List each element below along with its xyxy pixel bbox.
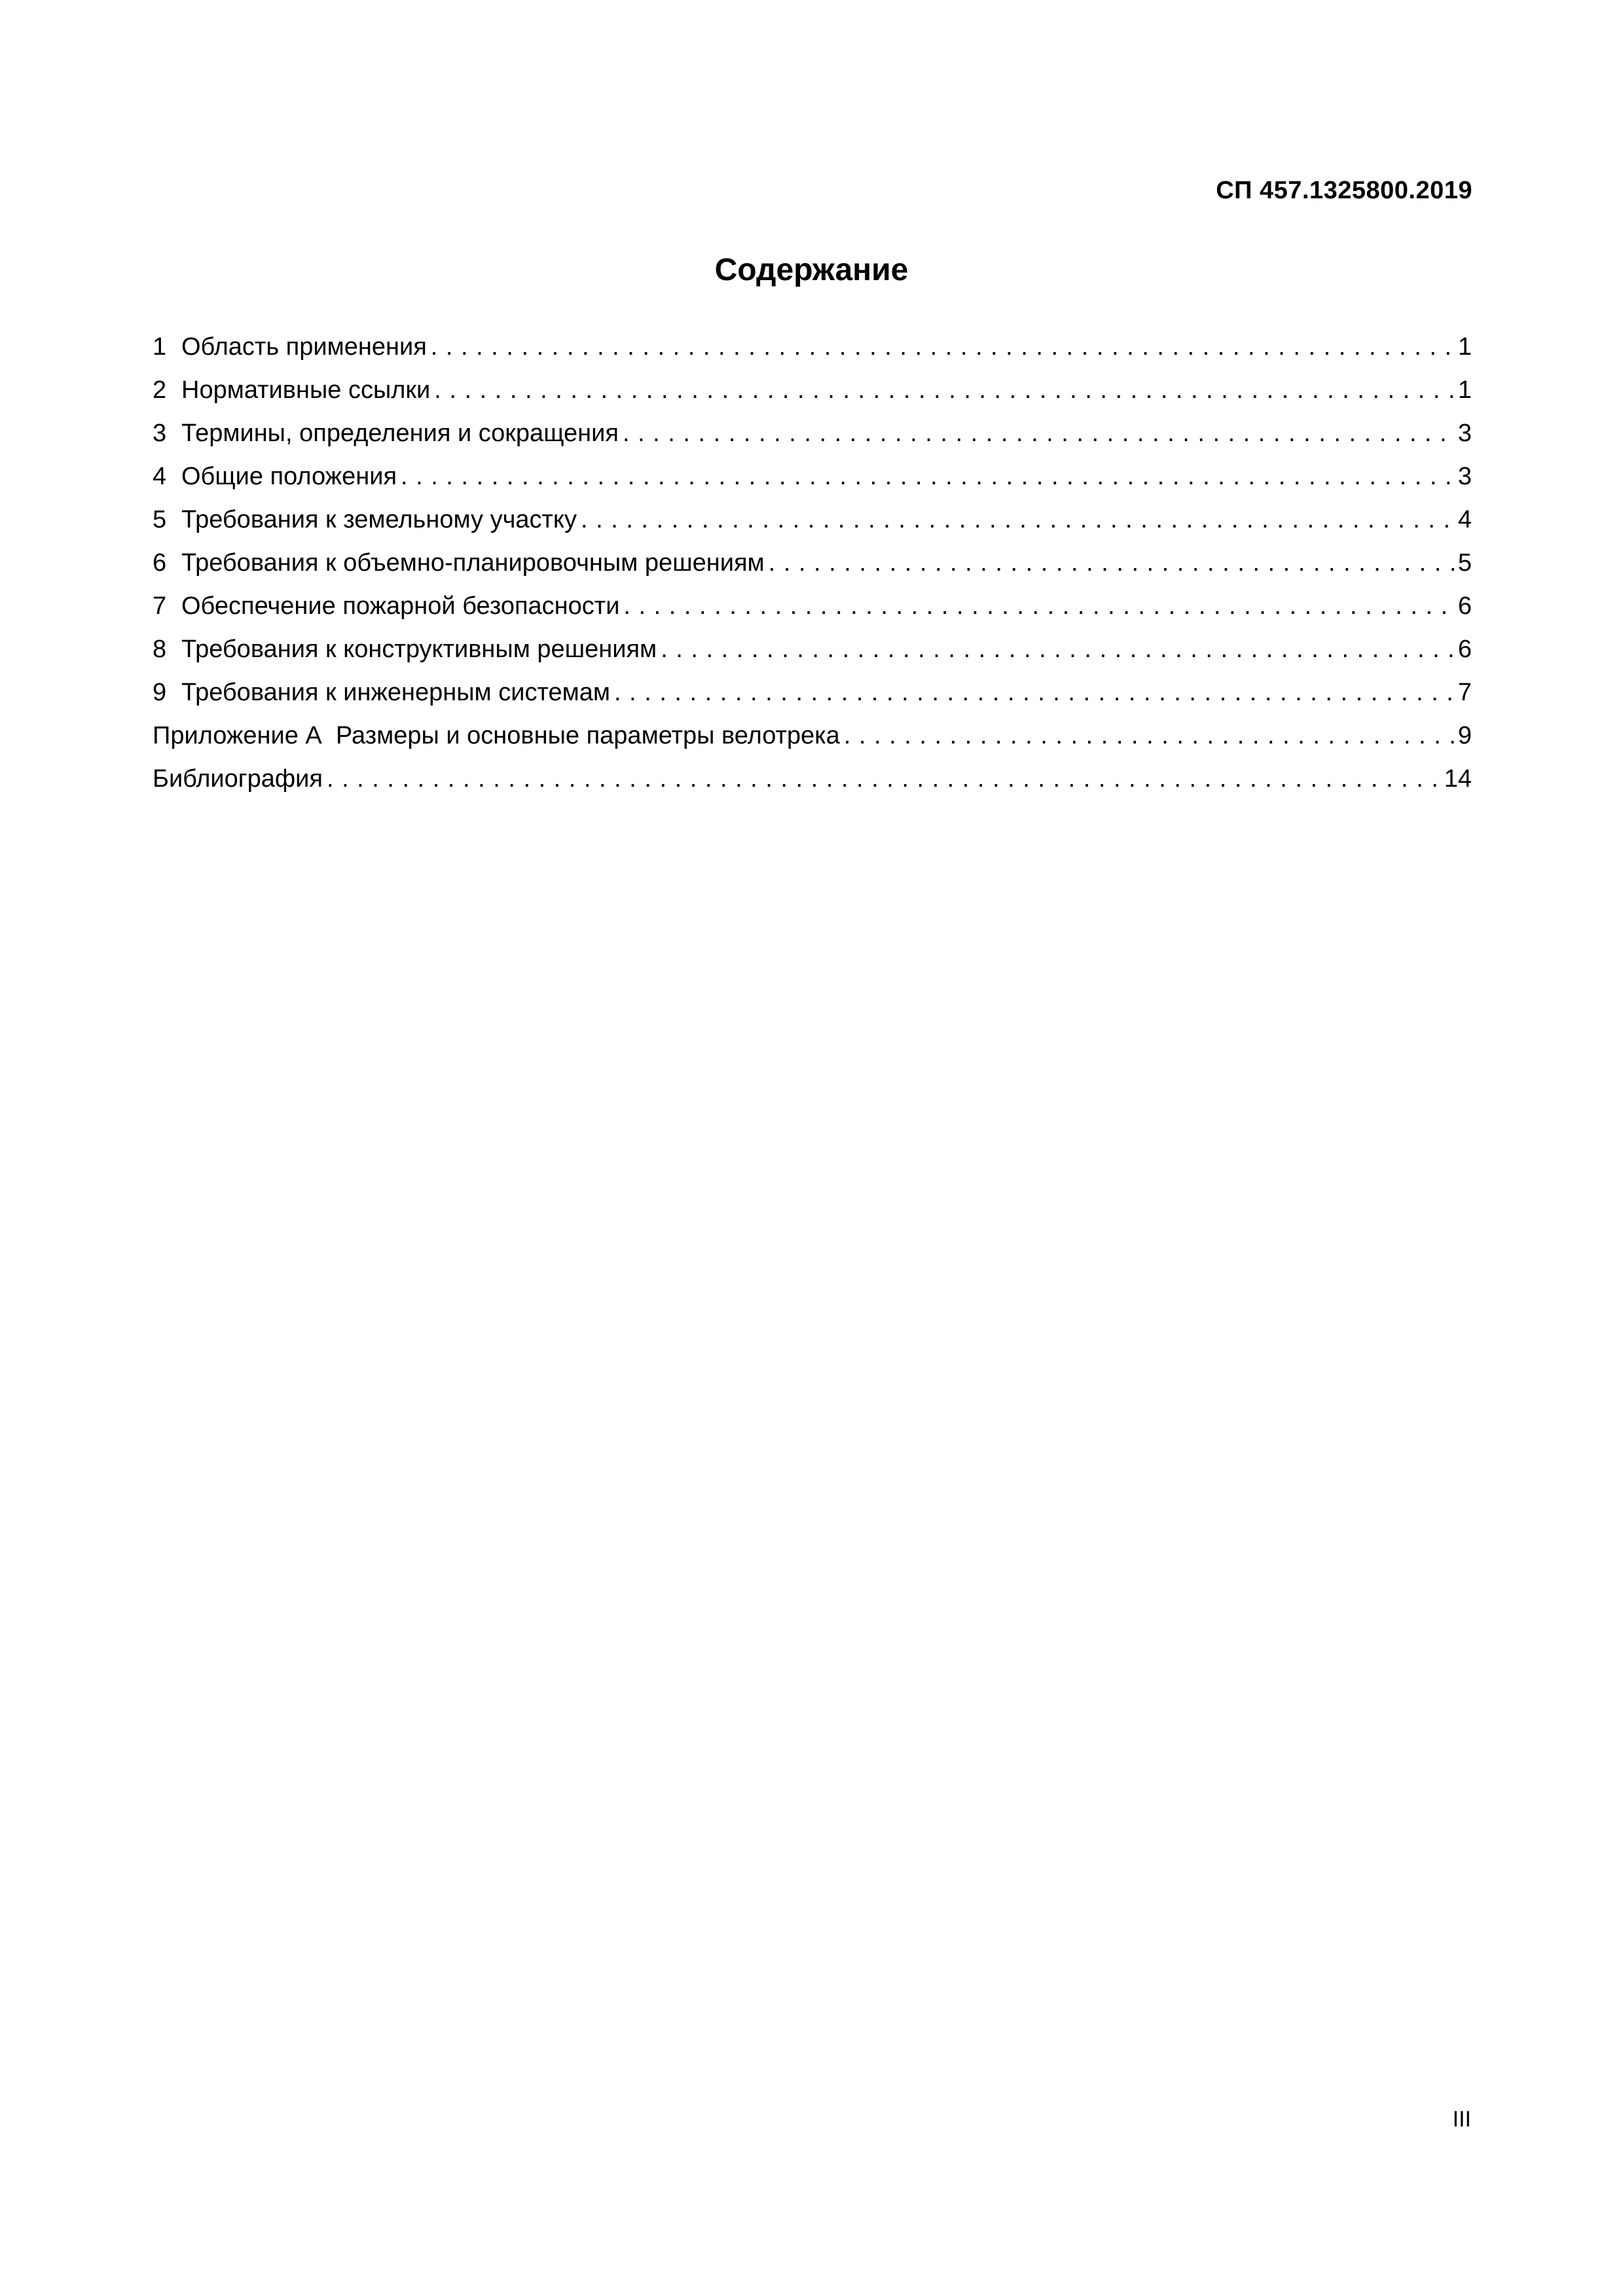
toc-entry-3[interactable]: [153, 412, 1472, 455]
toc-leader-dots: [434, 368, 1454, 412]
toc-entry-4[interactable]: [153, 455, 1472, 498]
toc-entry-label: Требования к инженерным системам: [181, 679, 610, 706]
toc-entry-page: 3: [1457, 463, 1472, 490]
toc-entry-number: 4: [153, 463, 167, 490]
toc-entry-label: Обеспечение пожарной безопасности: [181, 592, 620, 620]
toc-entry-2[interactable]: [153, 368, 1472, 412]
toc-leader-dots: [614, 671, 1454, 714]
toc-entry-page: 1: [1457, 376, 1472, 404]
toc-entry-number: 6: [153, 549, 167, 577]
toc-entry-6[interactable]: [153, 541, 1472, 584]
toc-entry-9[interactable]: [153, 671, 1472, 714]
toc-entry-label: Область применения: [181, 333, 427, 361]
toc-entry-page: 6: [1457, 636, 1472, 663]
table-of-contents: [153, 325, 1472, 800]
toc-entry-page: 4: [1457, 506, 1472, 533]
toc-leader-dots: [769, 541, 1454, 584]
toc-entry-number: 8: [153, 636, 167, 663]
document-code: СП 457.1325800.2019: [1216, 177, 1472, 204]
toc-entry-5[interactable]: [153, 498, 1472, 541]
toc-entry-label: Приложение А Размеры и основные параметры велотрека: [153, 722, 840, 749]
toc-entry-page: 5: [1457, 549, 1472, 577]
toc-entry-label: Нормативные ссылки: [181, 376, 431, 404]
toc-entry-number: 1: [153, 333, 167, 361]
toc-entry-label: Требования к конструктивным решениям: [181, 636, 657, 663]
toc-entry-bibliography[interactable]: [153, 757, 1472, 800]
toc-entry-1[interactable]: [153, 325, 1472, 368]
toc-entry-page: 1: [1457, 333, 1472, 361]
toc-entry-page: 6: [1457, 592, 1472, 620]
toc-entry-8[interactable]: [153, 628, 1472, 671]
toc-entry-label: Общие положения: [181, 463, 397, 490]
toc-entry-appendix-a[interactable]: [153, 714, 1472, 757]
toc-entry-number: 3: [153, 420, 167, 447]
toc-entry-number: 5: [153, 506, 167, 533]
toc-entry-label: Термины, определения и сокращения: [181, 420, 619, 447]
toc-leader-dots: [327, 757, 1440, 800]
toc-leader-dots: [844, 714, 1454, 757]
toc-entry-page: 14: [1444, 765, 1472, 793]
toc-leader-dots: [581, 498, 1454, 541]
toc-leader-dots: [661, 628, 1454, 671]
toc-title: Содержание: [714, 253, 909, 287]
toc-entry-number: 9: [153, 679, 167, 706]
toc-entry-page: 3: [1457, 420, 1472, 447]
toc-entry-label: Требования к объемно-планировочным решениям: [181, 549, 765, 577]
toc-entry-number: 7: [153, 592, 167, 620]
toc-entry-label: Требования к земельному участку: [181, 506, 577, 533]
toc-entry-page: 7: [1457, 679, 1472, 706]
toc-entry-7[interactable]: [153, 584, 1472, 628]
toc-leader-dots: [623, 584, 1453, 628]
toc-entry-number: 2: [153, 376, 167, 404]
toc-entry-page: 9: [1457, 722, 1472, 749]
toc-leader-dots: [401, 455, 1454, 498]
page-number: III: [1452, 2107, 1471, 2132]
toc-entry-label: Библиография: [153, 765, 323, 793]
toc-leader-dots: [431, 325, 1454, 368]
toc-leader-dots: [623, 412, 1454, 455]
